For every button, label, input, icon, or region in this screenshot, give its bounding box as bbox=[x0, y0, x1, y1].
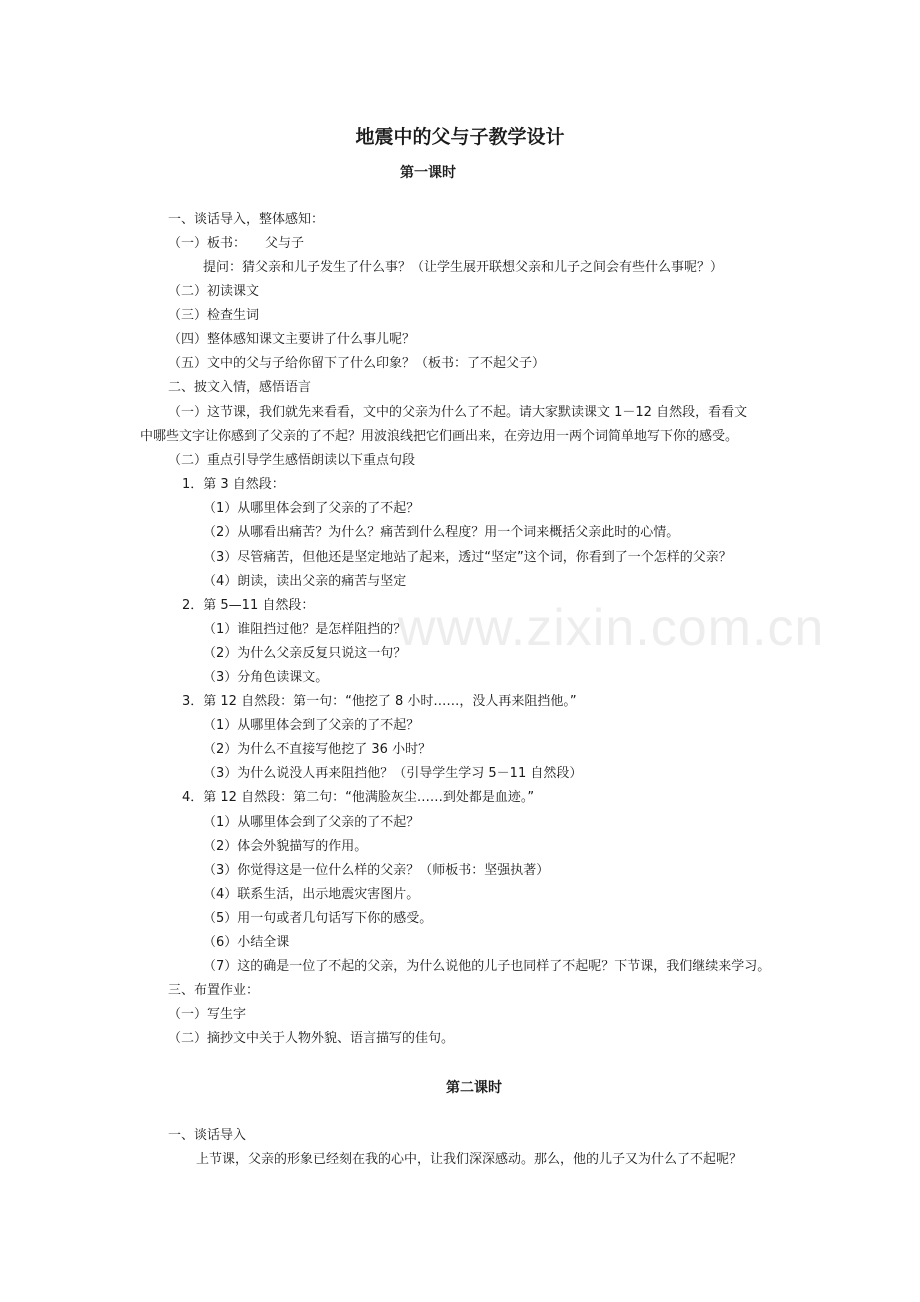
list-item: 3．第 12 自然段：第一句：“他挖了 8 小时……，没人再来阻挡他。” bbox=[182, 694, 577, 709]
list-item: （一）写生字 bbox=[168, 1007, 247, 1022]
list-item: （一）板书： bbox=[168, 236, 247, 251]
paragraph: 提问：猜父亲和儿子发生了什么事？（让学生展开联想父亲和儿子之间会有些什么事呢？） bbox=[203, 260, 724, 275]
section-heading: 三、布置作业： bbox=[168, 983, 260, 998]
list-item: （1）谁阻挡过他？是怎样阻挡的？ bbox=[203, 622, 407, 637]
document-title: 地震中的父与子教学设计 bbox=[355, 126, 565, 148]
section-heading: 二、披文入情，感悟语言 bbox=[168, 380, 312, 395]
list-item: （二）初读课文 bbox=[168, 284, 260, 299]
list-item: 1．第 3 自然段： bbox=[182, 477, 285, 492]
list-item: 2．第 5—11 自然段： bbox=[182, 598, 315, 613]
list-item: （3）分角色读课文。 bbox=[203, 670, 329, 685]
list-item: （4）朗读，读出父亲的痛苦与坚定 bbox=[203, 574, 407, 589]
list-item: （四）整体感知课文主要讲了什么事儿呢？ bbox=[168, 332, 416, 347]
list-item: （2）从哪看出痛苦？为什么？痛苦到什么程度？用一个词来概括父亲此时的心情。 bbox=[203, 525, 680, 540]
paragraph: 上节课，父亲的形象已经刻在我的心中，让我们深深感动。那么，他的儿子又为什么了不起呢？ bbox=[196, 1152, 743, 1167]
list-item: （五）文中的父与子给你留下了什么印象？（板书：了不起父子） bbox=[168, 356, 546, 371]
section-heading: 一、谈话导入 bbox=[168, 1128, 247, 1143]
list-item: 4．第 12 自然段：第二句：“他满脸灰尘……到处都是血迹。” bbox=[182, 790, 535, 805]
watermark: www.zixin.com.cn bbox=[398, 599, 825, 657]
lesson1-heading: 第一课时 bbox=[400, 165, 456, 181]
list-item: （2）体会外貌描写的作用。 bbox=[203, 839, 368, 854]
list-item: （6）小结全课 bbox=[203, 935, 290, 950]
paragraph: 中哪些文字让你感到了父亲的了不起？用波浪线把它们画出来，在旁边用一两个词简单地写下你的感受。 bbox=[140, 429, 739, 444]
list-item: （1）从哪里体会到了父亲的了不起？ bbox=[203, 815, 420, 830]
list-item: （3）为什么说没人再来阻挡他？（引导学生学习 5－11 自然段） bbox=[203, 766, 583, 781]
list-item: （2）为什么不直接写他挖了 36 小时？ bbox=[203, 742, 432, 757]
list-item: （三）检查生词 bbox=[168, 308, 260, 323]
list-item: （1）从哪里体会到了父亲的了不起？ bbox=[203, 718, 420, 733]
list-item: （2）为什么父亲反复只说这一句？ bbox=[203, 646, 407, 661]
list-item: （3）尽管痛苦，但他还是坚定地站了起来，透过“坚定”这个词，你看到了一个怎样的父亲？ bbox=[203, 550, 732, 565]
list-item: （4）联系生活，出示地震灾害图片。 bbox=[203, 887, 420, 902]
section-heading: 一、谈话导入，整体感知： bbox=[168, 212, 325, 227]
lesson2-heading: 第二课时 bbox=[446, 1080, 502, 1096]
list-item: （7）这的确是一位了不起的父亲，为什么说他的儿子也同样了不起呢？下节课，我们继续来学习。 bbox=[203, 959, 771, 974]
board-text: 父与子 bbox=[265, 236, 305, 251]
list-item: （二）重点引导学生感悟朗读以下重点句段 bbox=[168, 453, 416, 468]
paragraph: （一）这节课，我们就先来看看，文中的父亲为什么了不起。请大家默读课文 1－12 自然段，看看文 bbox=[168, 405, 748, 420]
list-item: （5）用一句或者几句话写下你的感受。 bbox=[203, 911, 433, 926]
list-item: （3）你觉得这是一位什么样的父亲？（师板书：坚强执著） bbox=[203, 863, 550, 878]
list-item: （二）摘抄文中关于人物外貌、语言描写的佳句。 bbox=[168, 1031, 455, 1046]
list-item: （1）从哪里体会到了父亲的了不起？ bbox=[203, 501, 420, 516]
